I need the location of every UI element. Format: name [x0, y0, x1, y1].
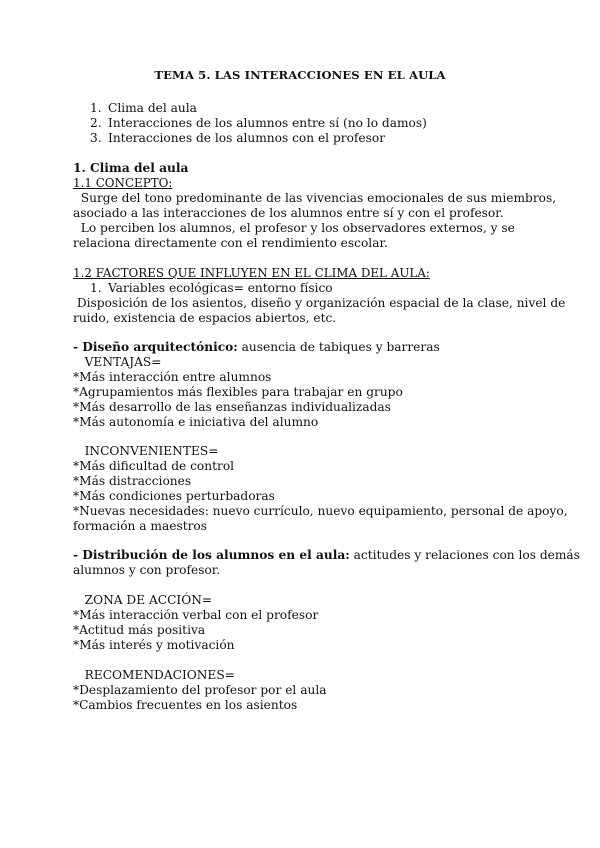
list-item: *Más distracciones [73, 474, 192, 488]
list-item: 1. Clima del aula [90, 101, 197, 115]
advantages-heading: VENTAJAS= [73, 355, 162, 369]
distribution-line: - Distribución de los alumnos en el aula: actitudes y relaciones con los demás [73, 548, 580, 562]
paragraph-line: alumnos y con profesor. [73, 563, 221, 577]
list-item: *Cambios frecuentes en los asientos [73, 698, 298, 712]
section-factores [73, 266, 566, 326]
list-item: *Más interés y motivación [73, 638, 235, 652]
section-inconvenientes [73, 444, 568, 534]
list-item: *Más interacción entre alumnos [73, 370, 272, 384]
disadvantages-heading: INCONVENIENTES= [73, 444, 219, 458]
design-line: - Diseño arquitectónico: ausencia de tabiques y barreras [73, 340, 440, 354]
zone-heading: ZONA DE ACCIÓN= [73, 593, 213, 607]
list-item: *Desplazamiento del profesor por el aula [73, 683, 327, 697]
list-item: *Más dificultad de control [73, 459, 235, 473]
list-item: 1. Variables ecológicas= entorno físico [90, 281, 333, 295]
index-list [90, 101, 560, 146]
paragraph-line: relaciona directamente con el rendimiento escolar. [73, 236, 388, 250]
list-item: *Más condiciones perturbadoras [73, 489, 275, 503]
list-item: *Actitud más positiva [73, 623, 206, 637]
list-item: *Nuevas necesidades: nuevo currículo, nuevo equipamiento, personal de apoyo, [73, 504, 568, 518]
factors-heading: 1.2 FACTORES QUE INFLUYEN EN EL CLIMA DEL AULA: [73, 266, 430, 280]
section-recomendaciones [73, 668, 543, 713]
paragraph-line: Disposición de los asientos, diseño y organización espacial de la clase, nivel de [73, 296, 566, 310]
section-diseno [73, 340, 543, 430]
paragraph-line: Lo perciben los alumnos, el profesor y los observadores externos, y se [73, 221, 515, 235]
list-item: *Más interacción verbal con el profesor [73, 608, 319, 622]
list-item: *Más autonomía e iniciativa del alumno [73, 415, 319, 429]
section-distribucion [73, 548, 580, 578]
list-item: 3. Interacciones de los alumnos con el profesor [90, 131, 386, 145]
recommendations-heading: RECOMENDACIONES= [73, 668, 235, 682]
page-title: TEMA 5. LAS INTERACCIONES EN EL AULA [154, 68, 446, 82]
list-item: 2. Interacciones de los alumnos entre sí (no lo damos) [90, 116, 427, 130]
list-item: *Más desarrollo de las enseñanzas individualizadas [73, 400, 391, 414]
section-heading: 1. Clima del aula [73, 161, 189, 175]
section-zona-accion [73, 593, 543, 653]
paragraph-line: Surge del tono predominante de las vivencias emocionales de sus miembros, [73, 191, 557, 205]
section-clima [73, 161, 557, 251]
list-item: formación a maestros [73, 519, 208, 533]
paragraph-line: asociado a las interacciones de los alumnos entre sí y con el profesor. [73, 206, 504, 220]
concept-heading: 1.1 CONCEPTO: [73, 176, 173, 190]
list-item: *Agrupamientos más flexibles para trabajar en grupo [73, 385, 403, 399]
paragraph-line: ruido, existencia de espacios abiertos, etc. [73, 311, 337, 325]
